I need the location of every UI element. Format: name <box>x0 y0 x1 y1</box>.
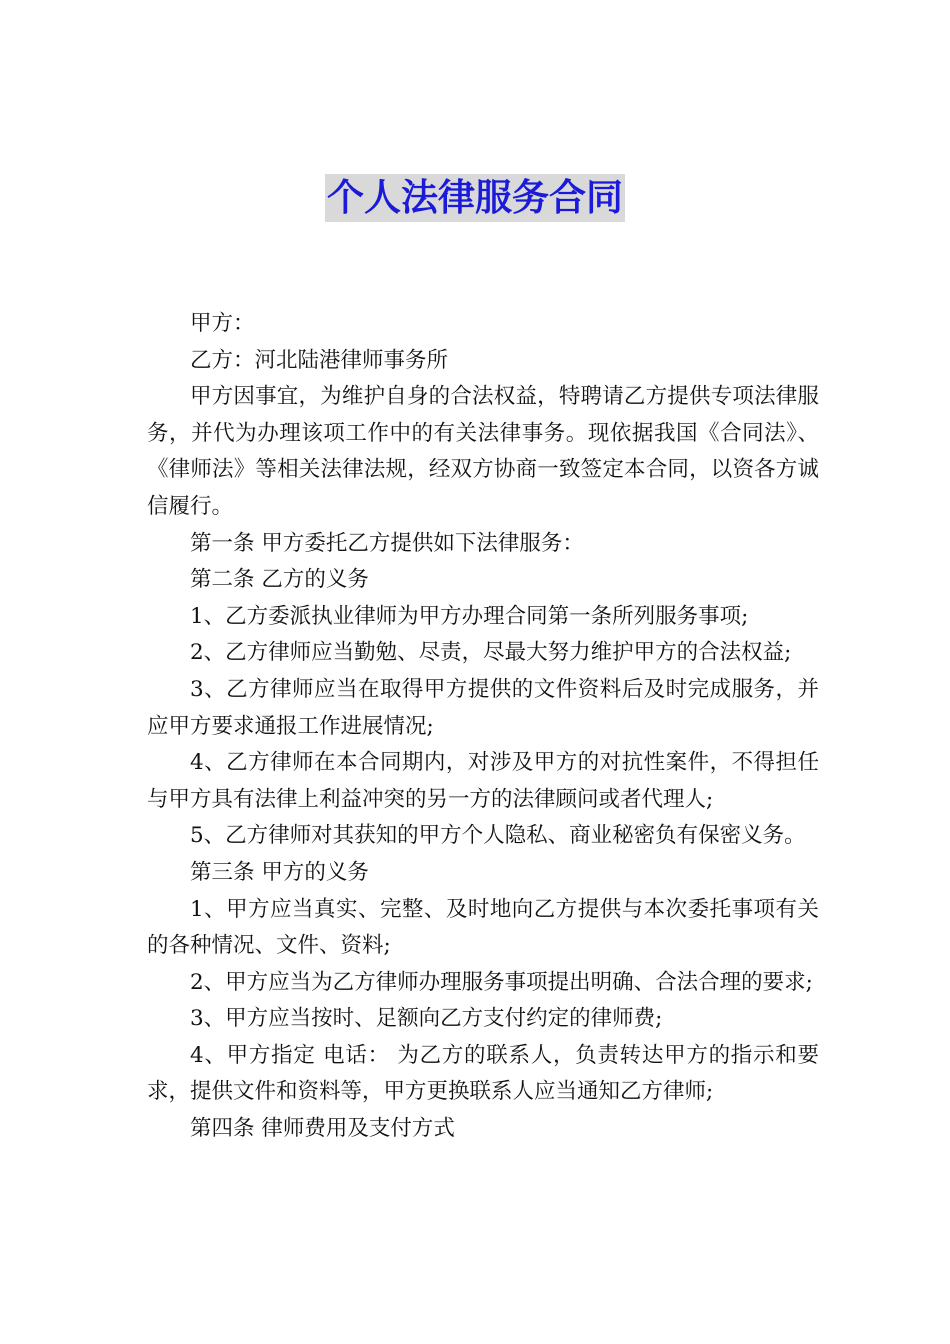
preamble-paragraph: 甲方因事宜，为维护自身的合法权益，特聘请乙方提供专项法律服务，并代为办理该项工作中的有关法律事务。现依据我国《合同法》、《律师法》等相关法律法规，经双方协商一致签定本合同，以资各方诚信履行。 <box>147 384 819 519</box>
party-b-line: 乙方：河北陆港律师事务所 <box>190 347 449 373</box>
article-2-item-2: 2、乙方律师应当勤勉、尽责，尽最大努力维护甲方的合法权益; <box>190 640 792 666</box>
article-3-item-1: 1、甲方应当真实、完整、及时地向乙方提供与本次委托事项有关的各种情况、文件、资料; <box>147 896 819 959</box>
article-3-item-3: 3、甲方应当按时、足额向乙方支付约定的律师费; <box>190 1006 663 1032</box>
article-2-item-1: 1、乙方委派执业律师为甲方办理合同第一条所列服务事项; <box>190 603 749 629</box>
document-body <box>147 306 819 1148</box>
article-1-heading: 第一条 甲方委托乙方提供如下法律服务： <box>190 530 584 556</box>
article-2-item-3: 3、乙方律师应当在取得甲方提供的文件资料后及时完成服务，并应甲方要求通报工作进展情况; <box>147 676 819 739</box>
document-title: 个人法律服务合同 <box>325 174 625 222</box>
article-3-heading: 第三条 甲方的义务 <box>190 859 369 885</box>
article-3-item-4: 4、甲方指定 电话： 为乙方的联系人，负责转达甲方的指示和要求，提供文件和资料等，甲方更换联系人应当通知乙方律师; <box>147 1042 819 1105</box>
article-3-item-2: 2、甲方应当为乙方律师办理服务事项提出明确、合法合理的要求; <box>190 969 813 995</box>
article-2-heading: 第二条 乙方的义务 <box>190 567 369 593</box>
article-4-heading: 第四条 律师费用及支付方式 <box>190 1116 455 1142</box>
title-container <box>0 174 950 222</box>
article-2-item-5: 5、乙方律师对其获知的甲方个人隐私、商业秘密负有保密义务。 <box>190 823 806 849</box>
article-2-item-4: 4、乙方律师在本合同期内，对涉及甲方的对抗性案件，不得担任与甲方具有法律上利益冲突的另一方的法律顾问或者代理人; <box>147 750 819 812</box>
party-a-line: 甲方： <box>190 311 255 336</box>
